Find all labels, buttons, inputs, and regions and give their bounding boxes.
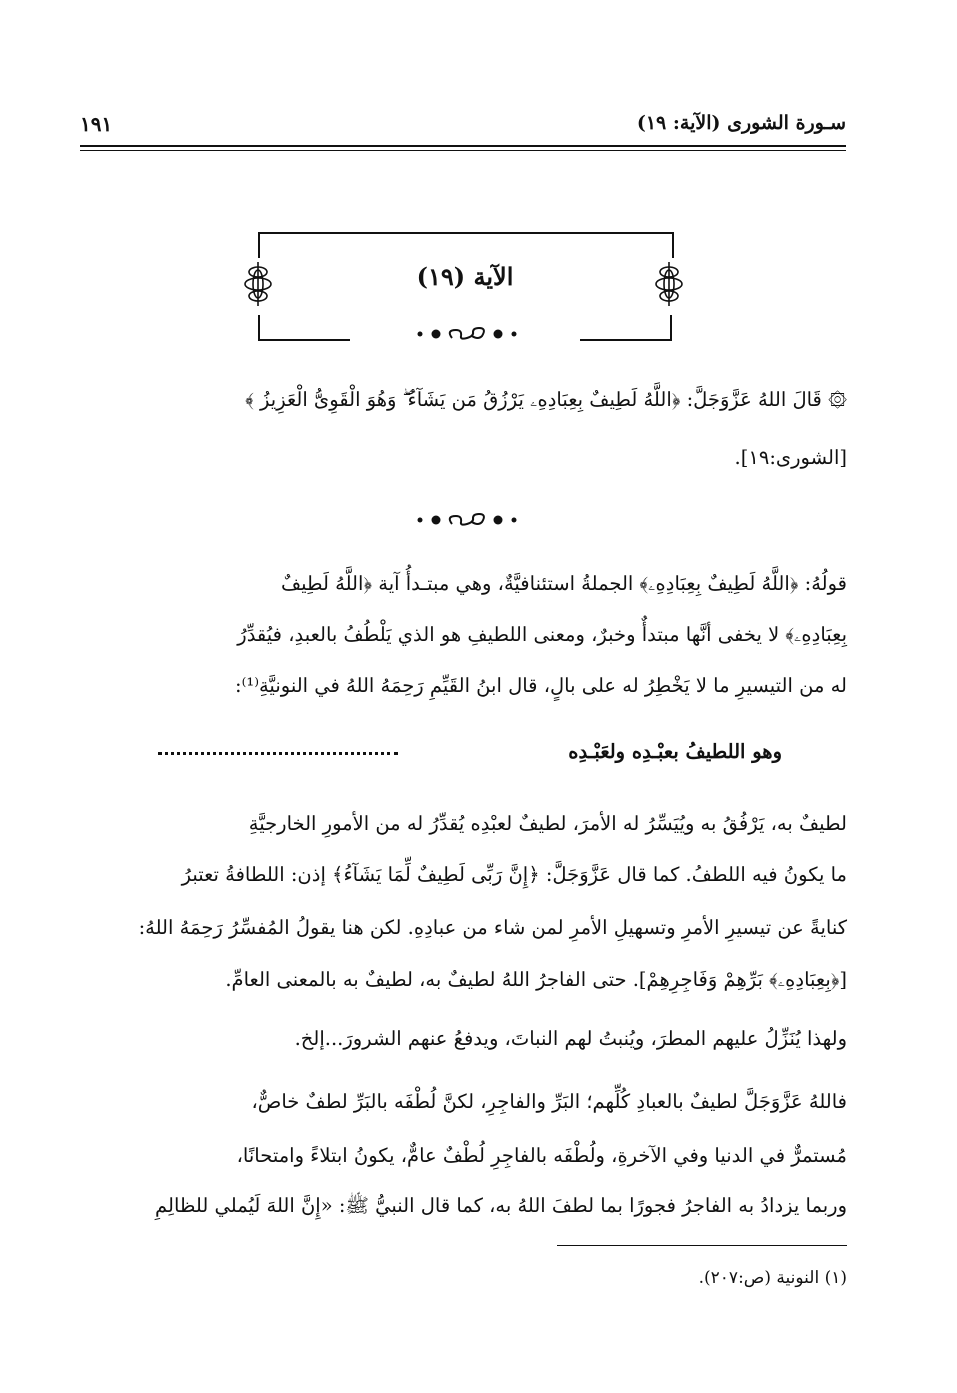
surah-title: سـورة الشورى (الآية: ١٩): [636, 112, 846, 134]
paragraph-3-line-3: وربما يزدادُ به الفاجرُ فجورًا بما لطفَ اللهُ به، كما قال النبيُّ ﷺ: «إِنَّ اللهَ لَيُملي للظالِمِ: [155, 1194, 847, 1217]
footnote-rule: [557, 1245, 847, 1246]
verse-title: الآية (١٩): [416, 262, 514, 291]
paragraph-2-line-5: ولهذا يُنَزِّلُ عليهم المطرَ، ويُنبتُ لهم النباتَ، ويدفعُ عنهم الشرورَ...إلخ.: [294, 1027, 847, 1050]
dot-ornament-icon: [412, 512, 522, 528]
running-header: [80, 112, 846, 142]
knot-ornament-icon: [243, 262, 273, 306]
title-frame-bottom-left: [258, 315, 350, 341]
paragraph-2-line-4: [﴿بِعِبَادِهِۦ﴾ بَرِّهِمْ وَفَاجِرِهِمْ]. حتى الفاجرُ اللهُ لطيفٌ به، لطيفٌ به بالمعنى العامِّ.: [225, 968, 847, 991]
header-rule-thin: [80, 150, 846, 151]
paragraph-2-line-1: لطيفٌ به، يَرْفُقُ به ويُيَسِّرُ له الأمرَ، لطيفٌ لعبْدِه يُقدِّرُ له من الأمورِ الخارجيَّةِ: [248, 812, 847, 835]
paragraph-1-line-1: قولُهُ: ﴿اللَّهُ لَطِيفٌ بِعِبَادِهِۦ﴾ الجملةُ استئنافيَّةٌ، وهي مبتـدأُ آية ﴿اللَّهُ لَطِيفٌ: [280, 572, 847, 595]
footnote: (١) النونية (ص:٢٠٧).: [698, 1268, 847, 1288]
dot-ornament-icon: [412, 326, 522, 342]
page-number: ١٩١: [80, 112, 113, 136]
header-rule-thick: [80, 145, 846, 147]
paragraph-2-line-2: ما يكونُ فيه اللطفُ. كما قال عَزَّوَجَلَّ: ﴿إِنَّ رَبِّى لَطِيفٌ لِّمَا يَشَآءُ﴾ إذن: اللطافةُ تعتبرُ: [181, 863, 847, 886]
title-frame-top: [258, 232, 674, 258]
paragraph-3-line-2: مُستمرٌّ في الدنيا وفي الآخرةِ، ولُطْفَه بالفاجِرِ لُطْفٌ عامٌّ، يكونُ ابتلاءً وامتحانًا،: [236, 1144, 847, 1167]
poem-ellipsis: [158, 752, 398, 755]
paragraph-1-line-2: بِعِبَادِهِۦ﴾ لا يخفى أنَّها مبتدأٌ وخبرٌ، ومعنى اللطيفِ هو الذي يَلْطُفُ بالعبدِ، فيُقدِّرُ: [237, 623, 847, 646]
paragraph-1-line-3: له من التيسيرِ ما لا يَخْطِرُ له على بالٍ، قال ابنُ القَيِّمِ رَحِمَهُ اللهُ في النونيَّةِ⁽¹⁾:: [235, 674, 847, 697]
verse-reference: [الشورى:١٩].: [734, 446, 847, 469]
poem-verse: وهو اللطيفُ بعبْـدِه ولعَبْـدِه: [568, 740, 782, 763]
paragraph-2-line-3: كنايةً عن تيسيرِ الأمرِ وتسهيلِ الأمرِ لمن شاء من عبادِهِ. لكن هنا يقولُ المُفسِّرُ رَحِمَهُ اللهُ:: [138, 916, 847, 939]
title-frame-bottom-right: [580, 315, 672, 341]
paragraph-3-line-1: فاللهُ عَزَّوَجَلَّ لطيفٌ بالعبادِ كُلِّهم؛ البَرِّ والفاجِرِ، لكنَّ لُطْفَه بالبَرِّ لطفٌ خاصٌّ،: [251, 1090, 847, 1113]
verse-line-1: ۞ قَالَ اللهُ عَزَّوَجَلَّ: ﴿اللَّهُ لَطِيفٌ بِعِبَادِهِۦ يَرْزُقُ مَن يَشَآءُ ۖ وَهُوَ الْقَوِىُّ الْعَزِيزُ ﴾: [245, 388, 847, 411]
knot-ornament-icon: [654, 262, 684, 306]
